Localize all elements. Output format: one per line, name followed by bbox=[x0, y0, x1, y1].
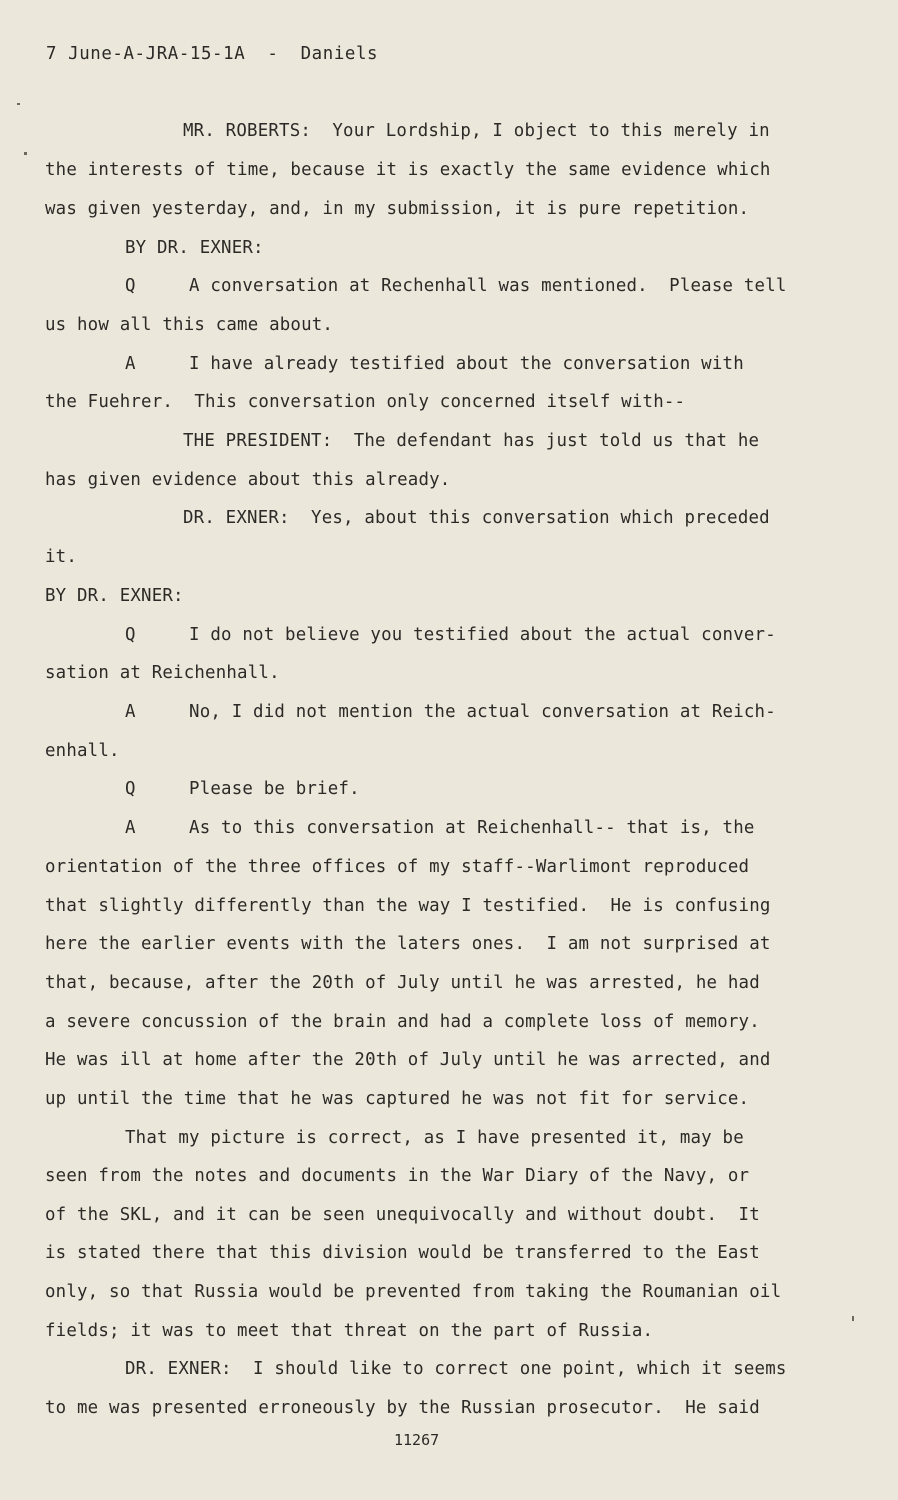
text-line: A I have already testified about the conversation with bbox=[125, 354, 744, 374]
margin-mark bbox=[852, 1316, 854, 1321]
text-line: the interests of time, because it is exactly the same evidence which bbox=[45, 160, 771, 180]
text-line: that, because, after the 20th of July until he was arrested, he had bbox=[45, 973, 760, 993]
text-line: Q I do not believe you testified about the actual conver- bbox=[125, 625, 776, 645]
text-line: A As to this conversation at Reichenhall-- that is, the bbox=[125, 818, 755, 838]
text-line: DR. EXNER: I should like to correct one point, which it seems bbox=[125, 1359, 787, 1379]
text-line: Q A conversation at Rechenhall was mentioned. Please tell bbox=[125, 276, 787, 296]
text-line: is stated there that this division would be transferred to the East bbox=[45, 1243, 760, 1263]
text-line: seen from the notes and documents in the War Diary of the Navy, or bbox=[45, 1166, 750, 1186]
text-line: A No, I did not mention the actual conversation at Reich- bbox=[125, 702, 776, 722]
text-line: sation at Reichenhall. bbox=[45, 663, 280, 683]
text-line: us how all this came about. bbox=[45, 315, 334, 335]
text-line: was given yesterday, and, in my submission, it is pure repetition. bbox=[45, 199, 750, 219]
page-header: 7 June-A-JRA-15-1A - Daniels bbox=[46, 44, 379, 64]
text-line: BY DR. EXNER: bbox=[45, 586, 184, 606]
text-line: a severe concussion of the brain and had a complete loss of memory. bbox=[45, 1012, 760, 1032]
text-line: only, so that Russia would be prevented from taking the Roumanian oil bbox=[45, 1282, 782, 1302]
text-line: That my picture is correct, as I have presented it, may be bbox=[125, 1128, 744, 1148]
page-number: 11267 bbox=[394, 1431, 440, 1449]
text-line: Q Please be brief. bbox=[125, 779, 360, 799]
text-line: to me was presented erroneously by the Russian prosecutor. He said bbox=[45, 1398, 760, 1418]
text-line: He was ill at home after the 20th of July until he was arrected, and bbox=[45, 1050, 771, 1070]
text-line: orientation of the three offices of my staff--Warlimont reproduced bbox=[45, 857, 750, 877]
text-line: THE PRESIDENT: The defendant has just told us that he bbox=[183, 431, 760, 451]
text-line: fields; it was to meet that threat on the part of Russia. bbox=[45, 1321, 654, 1341]
text-line: up until the time that he was captured he was not fit for service. bbox=[45, 1089, 750, 1109]
margin-mark bbox=[24, 152, 27, 155]
text-line: here the earlier events with the laters ones. I am not surprised at bbox=[45, 934, 771, 954]
text-line: enhall. bbox=[45, 741, 120, 761]
text-line: of the SKL, and it can be seen unequivocally and without doubt. It bbox=[45, 1205, 760, 1225]
margin-mark bbox=[17, 103, 20, 105]
text-line: has given evidence about this already. bbox=[45, 470, 451, 490]
text-line: DR. EXNER: Yes, about this conversation which preceded bbox=[183, 508, 770, 528]
text-line: it. bbox=[45, 547, 78, 567]
text-line: that slightly differently than the way I testified. He is confusing bbox=[45, 896, 771, 916]
text-line: MR. ROBERTS: Your Lordship, I object to this merely in bbox=[183, 121, 770, 141]
text-line: BY DR. EXNER: bbox=[125, 238, 264, 258]
text-line: the Fuehrer. This conversation only concerned itself with-- bbox=[45, 392, 686, 412]
